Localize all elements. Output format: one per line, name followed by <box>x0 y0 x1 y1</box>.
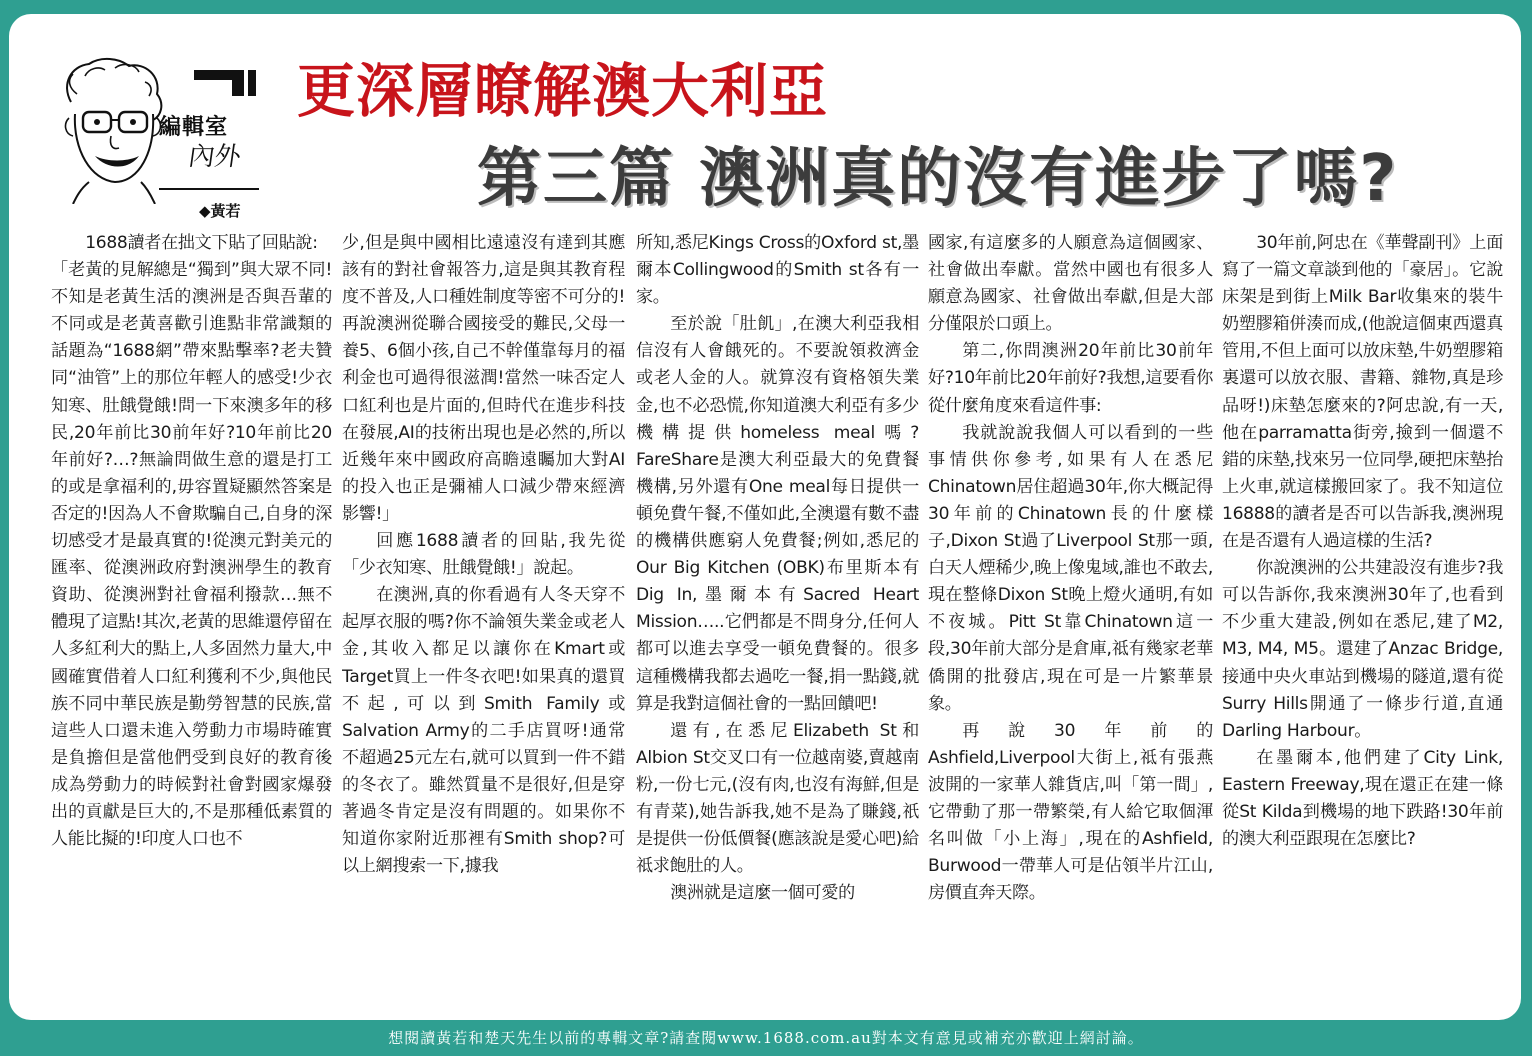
paragraph: 所知,悉尼Kings Cross的Oxford st,墨爾本Collingwood的Smith st各有一家。 <box>636 233 919 308</box>
text-column-5 <box>1222 230 1503 1008</box>
paragraph: 我就說說我個人可以看到的一些事情供你參考,如果有人在悉尼Chinatown居住超過30年,你大概記得30年前的Chinatown長的什麼樣子,Dixon St過了Liverpool St那一頭,白天人煙稀少,晚上像鬼域,誰也不敢去,現在整條Dixon St晚上燈火通明,有如不夜城。Pitt St靠Chinatown這一段,30年前大部分是倉庫,祗有幾家老華僑開的批發店,現在可是一片繁華景象。 <box>928 422 1213 714</box>
paragraph: 回應1688讀者的回貼,我先從「少衣知寒、肚餓覺餓!」說起。 <box>342 531 625 579</box>
author-byline: ◆黃若 <box>199 202 241 220</box>
article-page <box>9 14 1521 1020</box>
headline: 更深層瞭解澳大利亞 <box>297 57 829 125</box>
department-label: 編輯室 <box>159 114 229 140</box>
paragraph: 在墨爾本,他們建了City Link, Eastern Freeway,現在還正在建一條從St Kilda到機場的地下跌路!30年前的澳大利亞跟現在怎麼比? <box>1222 747 1503 850</box>
paragraph: 30年前,阿忠在《華聲副刊》上面寫了一篇文章談到他的「豪居」。它說床架是到街上Milk Bar收集來的裝牛奶塑膠箱併湊而成,(他說這個東西還真管用,不但上面可以放床墊,牛奶塑膠箱裏還可以放衣服、書籍、雜物,真是珍品呀!)床墊怎麼來的?阿忠說,有一天,他在parramatta街旁,撿到一個還不錯的床墊,找來另一位同學,硬把床墊抬上火車,就這樣搬回家了。我不知這位16888的讀者是否可以告訴我,澳洲現在是否還有人過這樣的生活? <box>1222 233 1503 552</box>
paragraph: 少,但是與中國相比遠遠沒有達到其應該有的對社會報答力,這是與其教育程度不普及,人口種姓制度等密不可分的!再說澳洲從聯合國接受的難民,父母一養5、6個小孩,自己不幹僅靠每月的福利金也可過得很滋潤!當然一味否定人口紅利也是片面的,但時代在進步科技在發展,AI的技術出現也是必然的,所以近幾年來中國政府高瞻遠矚加大對AI的投入也正是彌補人口減少帶來經濟影響!」 <box>342 233 625 524</box>
subheadline: 第三篇 澳洲真的沒有進步了嗎? <box>477 142 1399 216</box>
paragraph: 還有,在悉尼Elizabeth St和Albion St交叉口有一位越南婆,賣越南粉,一份七元,(沒有肉,也沒有海鮮,但是有青菜),她告訴我,她不是為了賺錢,祇是提供一份低價餐(應該說是愛心吧)給祗求飽肚的人。 <box>636 720 919 877</box>
paragraph: 至於說「肚飢」,在澳大利亞我相信沒有人會餓死的。不要說領救濟金或老人金的人。就算沒有資格領失業金,也不必恐慌,你知道澳大利亞有多少機構提供homeless meal嗎?FareShare是澳大利亞最大的免費餐機構,另外還有One meal每日提供一頓免費午餐,不僅如此,全澳還有數不盡的機構供應窮人免費餐;例如,悉尼的Our Big Kitchen (OBK)布里斯本有Dig In,墨爾本有Sacred Heart Mission…..它們都是不問身分,任何人都可以進去享受一頓免費餐的。很多這種機構我都去過吃一餐,捐一點錢,就算是我對這個社會的一點回饋吧! <box>636 314 919 714</box>
text-column-4 <box>928 230 1213 1008</box>
column-name: 內外 <box>186 142 243 172</box>
article-body <box>9 14 1521 1020</box>
paragraph: 你說澳洲的公共建設沒有進步?我可以告訴你,我來澳洲30年了,也看到不少重大建設,例如在悉尼,建了M2, M3, M4, M5。還建了Anzac Bridge,接通中央火車站到機場的隧道,還有從Surry Hills開通了一條步行道,直通Darling Harbour。 <box>1222 558 1503 741</box>
text-column-2 <box>342 230 625 1008</box>
paragraph: 在澳洲,真的你看過有人冬天穿不起厚衣服的嗎?你不論領失業金或老人金,其收入都足以讓你在Kmart或Target買上一件冬衣吧!如果真的還買不起,可以到Smith Family或Salvation Army的二手店買呀!通常不超過25元左右,就可以買到一件不錯的冬衣了。雖然質量不是很好,但是穿著過冬肯定是沒有問題的。如果你不知道你家附近那裡有Smith shop?可以上網搜索一下,據我 <box>342 585 625 877</box>
paragraph: 國家,有這麼多的人願意為這個國家、社會做出奉獻。當然中國也有很多人願意為國家、社會做出奉獻,但是大部分僅限於口頭上。 <box>928 233 1213 335</box>
paragraph: 「老黃的見解總是“獨到”與大眾不同!不知是老黃生活的澳洲是否與吾輩的不同或是老黃喜歡引進點非常識類的話題為“1688網”帶來點擊率?老夫贊同“油管”上的那位年輕人的感受!少衣知寒、肚餓覺餓!問一下來澳多年的移民,20年前比30前年好?10年前比20年前好?…?無論問做生意的還是打工的或是拿福利的,毋容置疑顯然答案是否定的!因為人不會欺騙自己,自身的深切感受才是最真實的!從澳元對美元的匯率、從澳洲政府對澳洲學生的教育資助、從澳洲對社會福利撥款…無不體現了這點!其次,老黃的思維還停留在人多紅利大的點上,人多固然力量大,中國確實借着人口紅利獲利不少,與他民族不同中華民族是勤勞智慧的民族,當這些人口還未進入勞動力市場時確實是負擔但是當他們受到良好的教育後成為勞動力的時候對社會對國家爆發出的貢獻是巨大的,不是那種低素質的人能比擬的!印度人口也不 <box>51 260 332 850</box>
paragraph: 第二,你問澳洲20年前比30前年好?10年前比20年前好?我想,這要看你從什麼角度來看這件事: <box>928 341 1213 416</box>
paragraph: 澳洲就是這麼一個可愛的 <box>670 883 855 904</box>
text-column-3 <box>636 230 919 1008</box>
footer-note: 想閱讀黃若和楚天先生以前的專輯文章?請查閱www.1688.com.au對本文有意見或補充亦歡迎上網討論。 <box>388 1029 1144 1047</box>
paragraph: 1688讀者在拙文下貼了回貼說: <box>85 233 318 253</box>
paragraph: 再說30年前的Ashfield,Liverpool大街上,祗有張燕波開的一家華人雜貨店,叫「第一間」,它帶動了那一帶繁榮,有人給它取個渾名叫做「小上海」,現在的Ashfield, Burwood一帶華人可是佔領半片江山,房價直奔天際。 <box>928 720 1213 904</box>
text-column-1 <box>51 230 332 1008</box>
